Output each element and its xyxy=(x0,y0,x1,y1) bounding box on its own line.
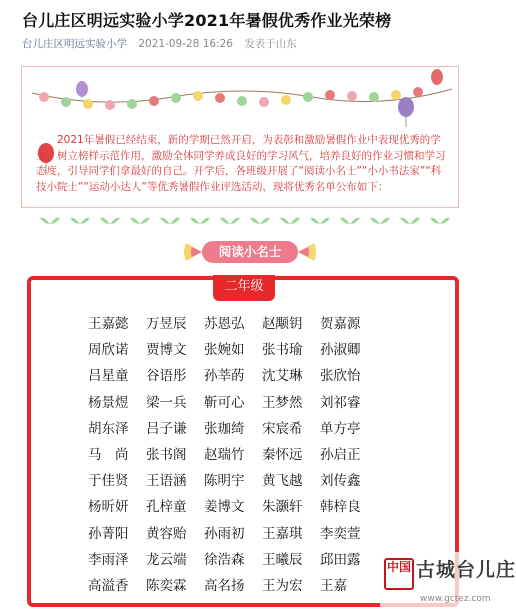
balloon-icon xyxy=(76,81,88,97)
student-name: 杨景煜 xyxy=(88,394,129,411)
student-name: 刘祁睿 xyxy=(320,394,361,411)
student-name: 孙莘菂 xyxy=(204,368,245,385)
name-row xyxy=(88,468,458,494)
name-row xyxy=(88,494,458,520)
student-name: 于佳贤 xyxy=(88,473,129,490)
site-watermark xyxy=(380,552,516,609)
student-name: 马 尚 xyxy=(88,446,129,463)
student-name: 姜博文 xyxy=(204,499,245,516)
china-logo-icon: 中国 xyxy=(384,558,414,590)
student-name: 孙菁阳 xyxy=(88,525,129,542)
student-name: 朱灏轩 xyxy=(262,499,303,516)
intro-paragraph: 2021年暑假已经结束，新的学期已然开启，为表彰和激励暑假作业中表现优秀的学生，树立榜样示范作用，激励全体同学养成良好的学习风气，培养良好的作业习惯和学习态度，引导同学们拿最好的自己。开学后，各班级开展了“阅读小名士”“小小书法家”“科技小院士”“运动小达人”等优秀暑假作业评选活动，现将优秀名单公布如下： xyxy=(36,134,446,193)
student-name: 张欣怡 xyxy=(320,368,361,385)
name-row xyxy=(88,521,458,547)
name-row xyxy=(88,442,458,468)
student-name: 吕星童 xyxy=(88,368,129,385)
student-name: 孙雨初 xyxy=(204,525,245,542)
name-row xyxy=(88,311,458,337)
student-name: 高名扬 xyxy=(204,577,245,594)
student-name: 李奕萱 xyxy=(320,525,361,542)
name-row xyxy=(88,363,458,389)
garland-decoration xyxy=(22,67,458,115)
name-row xyxy=(88,337,458,363)
student-name: 孙淑卿 xyxy=(320,342,361,359)
student-name: 杨昕妍 xyxy=(88,499,129,516)
student-name: 张婉如 xyxy=(204,342,245,359)
student-name: 单方亭 xyxy=(320,420,361,437)
student-name: 王嘉懿 xyxy=(88,316,129,332)
sprout-divider-icon xyxy=(40,206,460,226)
student-name: 王梦然 xyxy=(262,394,303,411)
section-header xyxy=(180,237,320,267)
watermark-site-name: 古城台儿庄 xyxy=(416,559,516,581)
student-name: 万昱辰 xyxy=(146,316,187,332)
student-name: 王嘉琪 xyxy=(262,525,303,542)
student-name: 高溢香 xyxy=(88,577,129,594)
student-name: 刘传鑫 xyxy=(320,473,361,490)
student-name: 谷语彤 xyxy=(146,368,187,385)
student-name: 徐浩森 xyxy=(204,551,245,568)
student-name: 韩梓良 xyxy=(320,499,361,516)
student-name: 张书阁 xyxy=(146,446,187,463)
section-badge: 阅读小名士 xyxy=(202,241,298,263)
intro-banner xyxy=(21,66,459,208)
account-name-link[interactable]: 台儿庄区明远实验小学 xyxy=(22,38,127,50)
student-name: 赵瑞竹 xyxy=(204,446,245,463)
student-name: 邱田露 xyxy=(320,551,361,568)
student-name: 宋宸希 xyxy=(262,420,303,437)
name-row xyxy=(88,416,458,442)
student-name: 王为宏 xyxy=(262,577,303,594)
publish-location: 发表于山东 xyxy=(244,38,297,50)
student-name: 贾博文 xyxy=(146,342,187,359)
name-row xyxy=(88,390,458,416)
publish-date: 2021-09-28 16:26 xyxy=(138,38,233,50)
student-name: 龙云端 xyxy=(146,551,187,568)
student-name: 李雨泽 xyxy=(88,551,129,568)
student-name: 苏恩弘 xyxy=(204,316,245,332)
student-name: 王语涵 xyxy=(146,473,187,490)
grade-label: 二年级 xyxy=(213,275,275,301)
student-name: 胡东泽 xyxy=(88,420,129,437)
student-name: 孙启正 xyxy=(320,446,361,463)
student-name: 王曦辰 xyxy=(262,551,303,568)
student-name: 靳可心 xyxy=(204,394,245,411)
student-name: 黄容贻 xyxy=(146,525,187,542)
left-wing-icon xyxy=(182,241,202,263)
student-name: 赵颙钥 xyxy=(262,316,303,332)
student-name: 陈奕霖 xyxy=(146,577,187,594)
watermark-url: www.gctez.com xyxy=(420,594,491,604)
right-wing-icon xyxy=(298,241,318,263)
student-name: 王嘉 xyxy=(320,577,347,594)
student-name: 沈艾琳 xyxy=(262,368,303,385)
student-name: 陈明宇 xyxy=(204,473,245,490)
student-name: 张珈绮 xyxy=(204,420,245,437)
student-name: 贺嘉源 xyxy=(320,316,361,332)
student-name: 张书瑜 xyxy=(262,342,303,359)
balloon-icon xyxy=(431,69,443,85)
purple-balloon-icon xyxy=(396,97,416,127)
pennant-flags xyxy=(39,87,423,110)
student-name: 周欣诺 xyxy=(88,342,129,359)
article-title: 台儿庄区明远实验小学2021年暑假优秀作业光荣榜 xyxy=(22,11,392,30)
student-name: 梁一兵 xyxy=(146,394,187,411)
student-name: 秦怀远 xyxy=(262,446,303,463)
student-name: 吕子谦 xyxy=(146,420,187,437)
student-name: 黄飞越 xyxy=(262,473,303,490)
article-meta xyxy=(22,36,305,51)
student-name: 孔梓童 xyxy=(146,499,187,516)
